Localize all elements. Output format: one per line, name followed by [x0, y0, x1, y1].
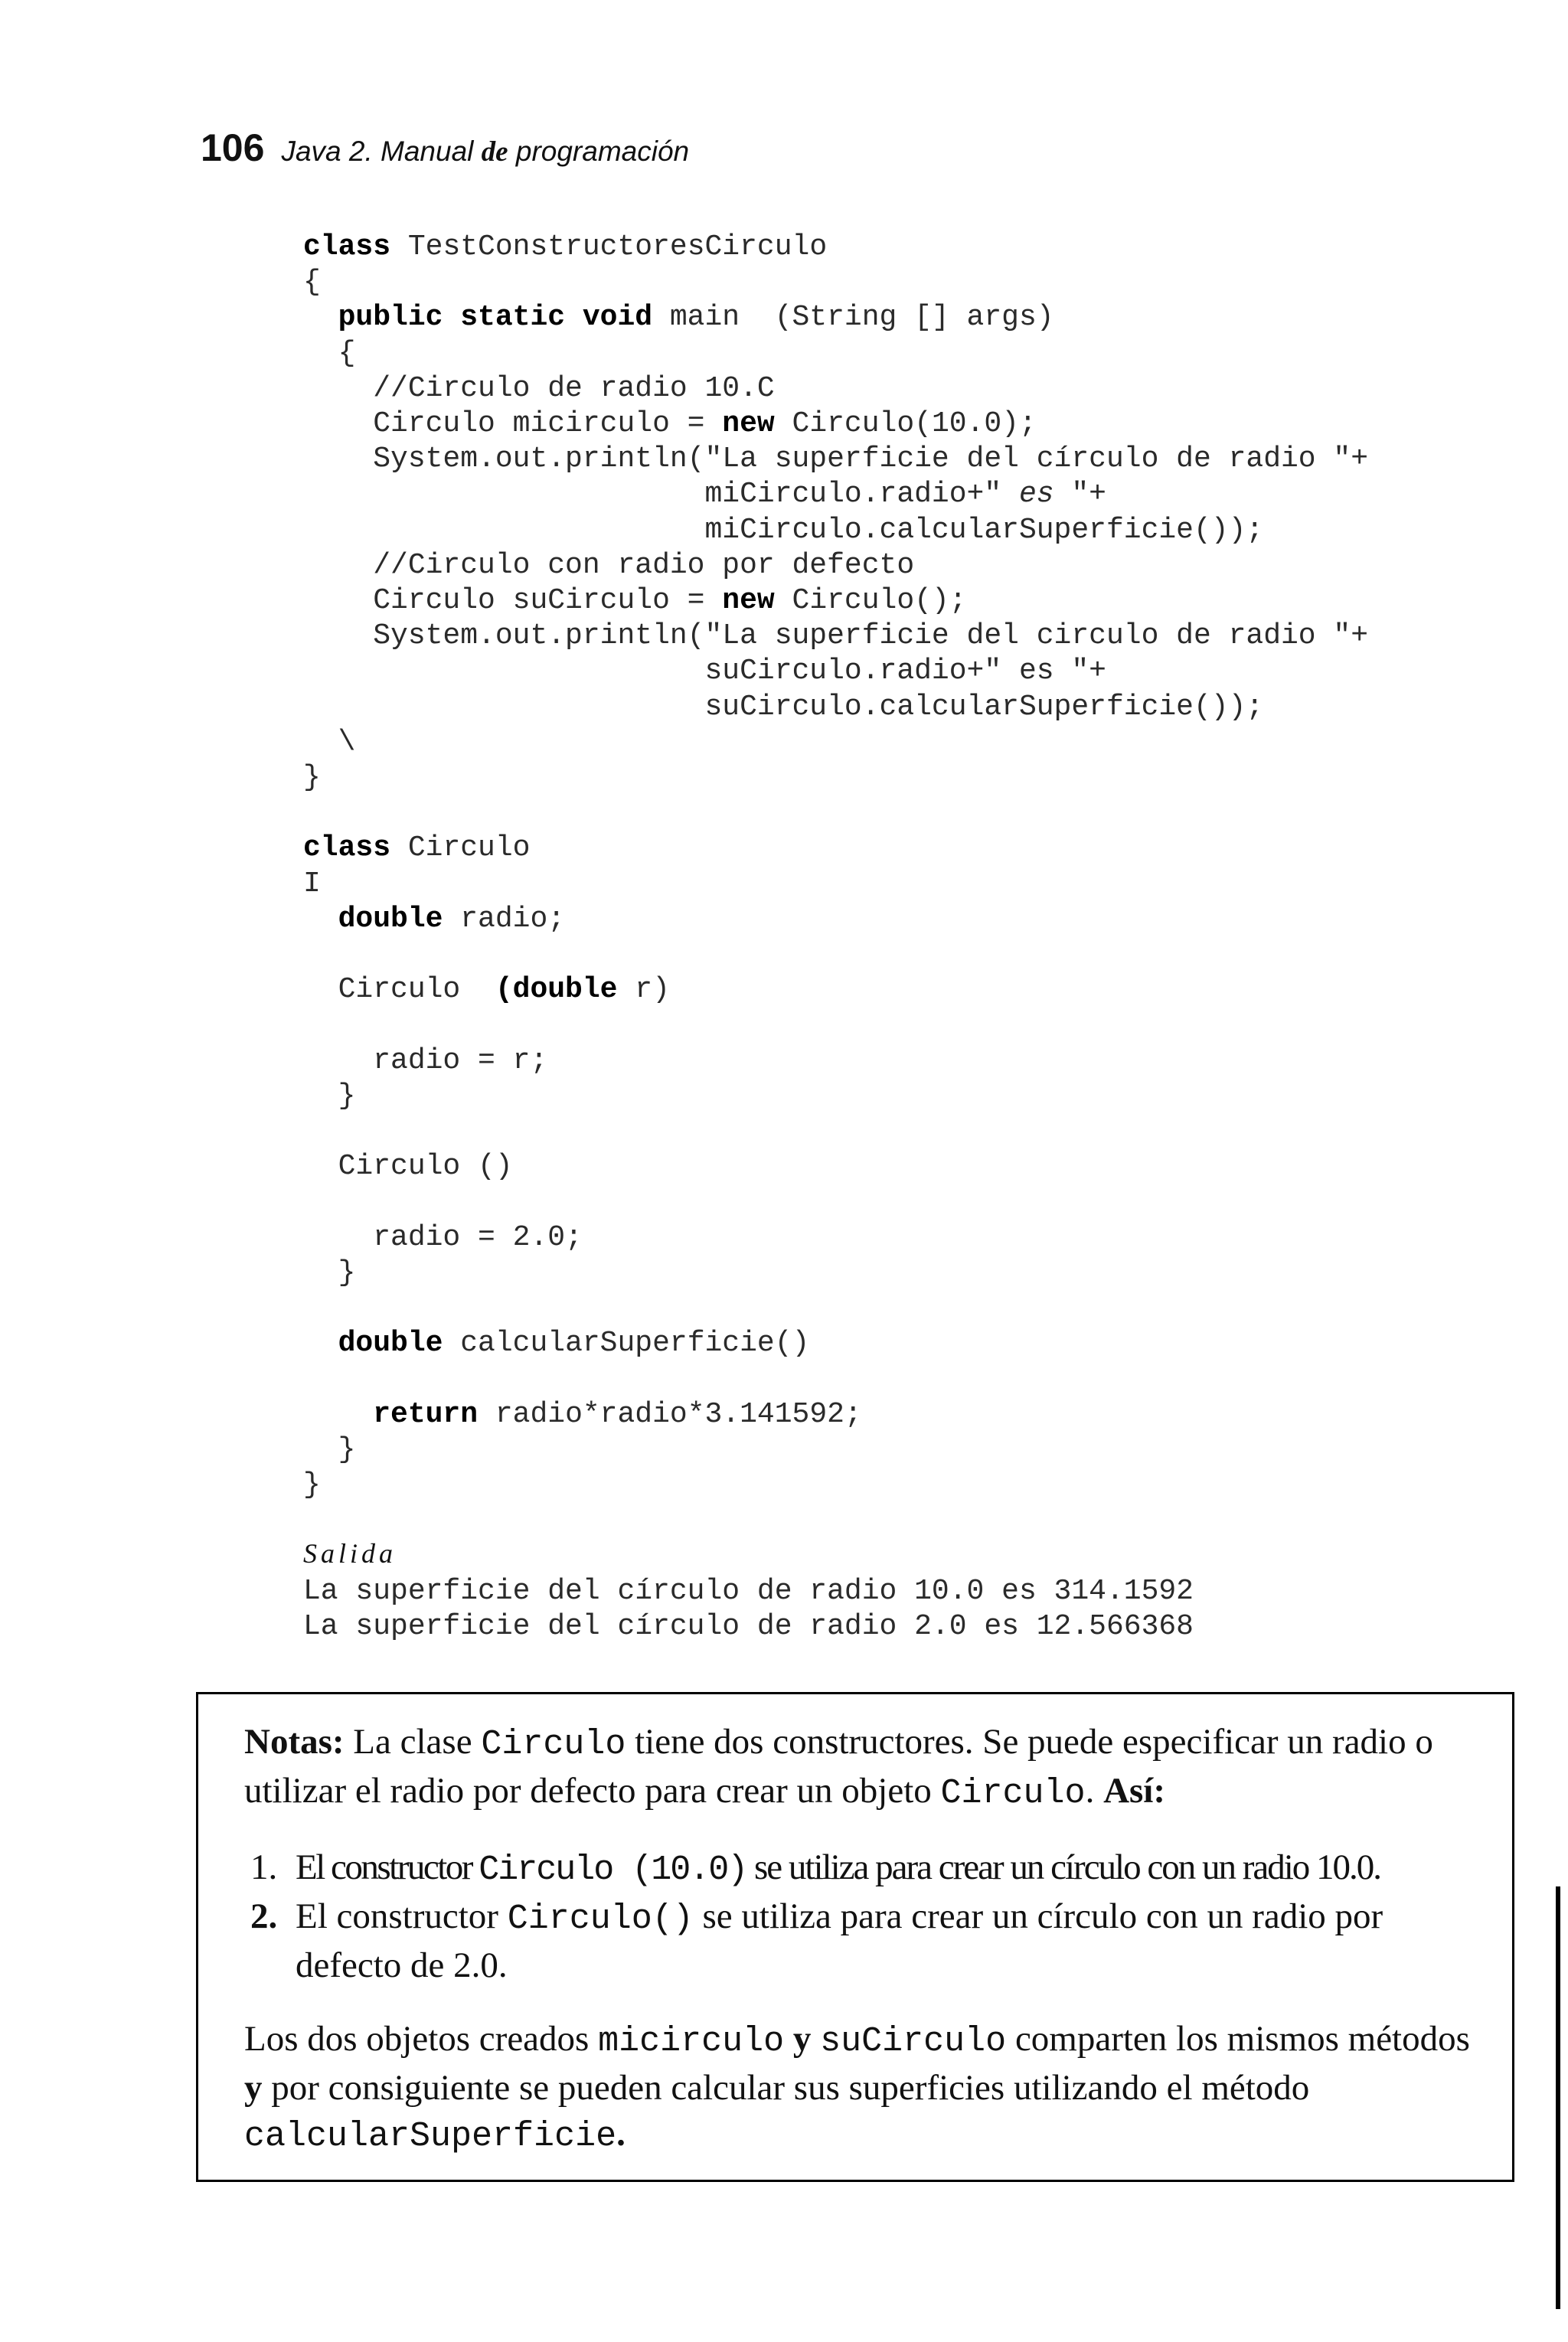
- code-line: public static void main (String [] args): [303, 301, 1054, 335]
- list-number: 2.: [250, 1896, 278, 1936]
- notes-list: [244, 1844, 1481, 1988]
- inline-code: calcularSuperficie: [244, 2117, 617, 2156]
- code-line: Circulo (): [303, 1150, 513, 1184]
- notes-box: [196, 1692, 1514, 2182]
- notes-paragraph: Notas: La clase Circulo tiene dos constructores. Se puede especificar un radio o utilizar el radio por defecto para crear un objeto Circulo. Así:: [244, 1722, 1433, 1813]
- page-header: [201, 126, 689, 170]
- notes-content: [244, 1719, 1481, 2160]
- book-title-part: de: [481, 136, 508, 168]
- code-line: {: [303, 266, 321, 299]
- output-line: La superficie del círculo de radio 2.0 es 12.566368: [303, 1610, 1194, 1644]
- code-line: System.out.println("La superficie del circulo de radio "+: [303, 619, 1369, 653]
- code-line: suCirculo.calcularSuperficie());: [303, 690, 1264, 724]
- output-line: La superficie del círculo de radio 10.0 es 314.1592: [303, 1575, 1194, 1608]
- inline-code: Circulo (10.0): [479, 1850, 747, 1890]
- code-line: I: [303, 867, 321, 900]
- code-line: return radio*radio*3.141592;: [303, 1397, 862, 1431]
- code-line: double radio;: [303, 902, 566, 936]
- code-line: radio = 2.0;: [303, 1220, 583, 1254]
- page-number: 106: [201, 126, 265, 169]
- code-line: \: [303, 725, 356, 759]
- code-line: miCirculo.radio+" es "+: [303, 478, 1106, 511]
- code-line: //Circulo con radio por defecto: [303, 548, 915, 582]
- list-number: 1.: [250, 1847, 278, 1887]
- code-line: miCirculo.calcularSuperficie());: [303, 513, 1264, 547]
- list-item: 1. El constructor Circulo (10.0) se utiliza para crear un círculo con un radio 10.0.: [244, 1844, 1481, 1893]
- code-line: class TestConstructoresCirculo: [303, 230, 828, 263]
- code-line: radio = r;: [303, 1044, 548, 1077]
- code-line: suCirculo.radio+" es "+: [303, 655, 1106, 688]
- output-label: Salida: [303, 1538, 397, 1569]
- book-title: [281, 136, 689, 167]
- inline-code: Circulo: [481, 1725, 626, 1764]
- inline-code: micirculo: [598, 2022, 785, 2061]
- inline-code: Circulo: [940, 1774, 1086, 1813]
- inline-code: Circulo(): [507, 1899, 694, 1939]
- margin-bar: [1556, 1886, 1560, 2309]
- notes-paragraph: Los dos objetos creados micirculo y suCirculo comparten los mismos métodos y por consiguiente se pueden calcular sus superficies utilizando el método calcularSuperficie.: [244, 2019, 1470, 2156]
- notes-label: Notas:: [244, 1722, 345, 1762]
- code-line: }: [303, 1256, 356, 1289]
- code-line: }: [303, 761, 321, 795]
- code-line: Circulo (double r): [303, 973, 670, 1007]
- code-line: }: [303, 1468, 321, 1502]
- code-line: Circulo suCirculo = new Circulo();: [303, 584, 967, 618]
- book-title-part: Java 2. Manual: [281, 136, 482, 167]
- inline-code: suCirculo: [820, 2022, 1007, 2061]
- code-line: Circulo micirculo = new Circulo(10.0);: [303, 407, 1037, 441]
- code-line: }: [303, 1432, 356, 1466]
- code-line: //Circulo de radio 10.C: [303, 371, 775, 405]
- list-item: 2. El constructor Circulo() se utiliza para crear un círculo con un radio por defecto de 2.0.: [244, 1893, 1481, 1988]
- code-line: double calcularSuperficie(): [303, 1327, 810, 1360]
- code-line: System.out.println("La superficie del círculo de radio "+: [303, 443, 1369, 476]
- code-listing: [303, 230, 1368, 1503]
- code-line: {: [303, 336, 356, 370]
- book-title-part: programación: [508, 136, 690, 167]
- code-line: class Circulo: [303, 831, 531, 865]
- program-output: [303, 1574, 1194, 1645]
- code-line: }: [303, 1079, 356, 1112]
